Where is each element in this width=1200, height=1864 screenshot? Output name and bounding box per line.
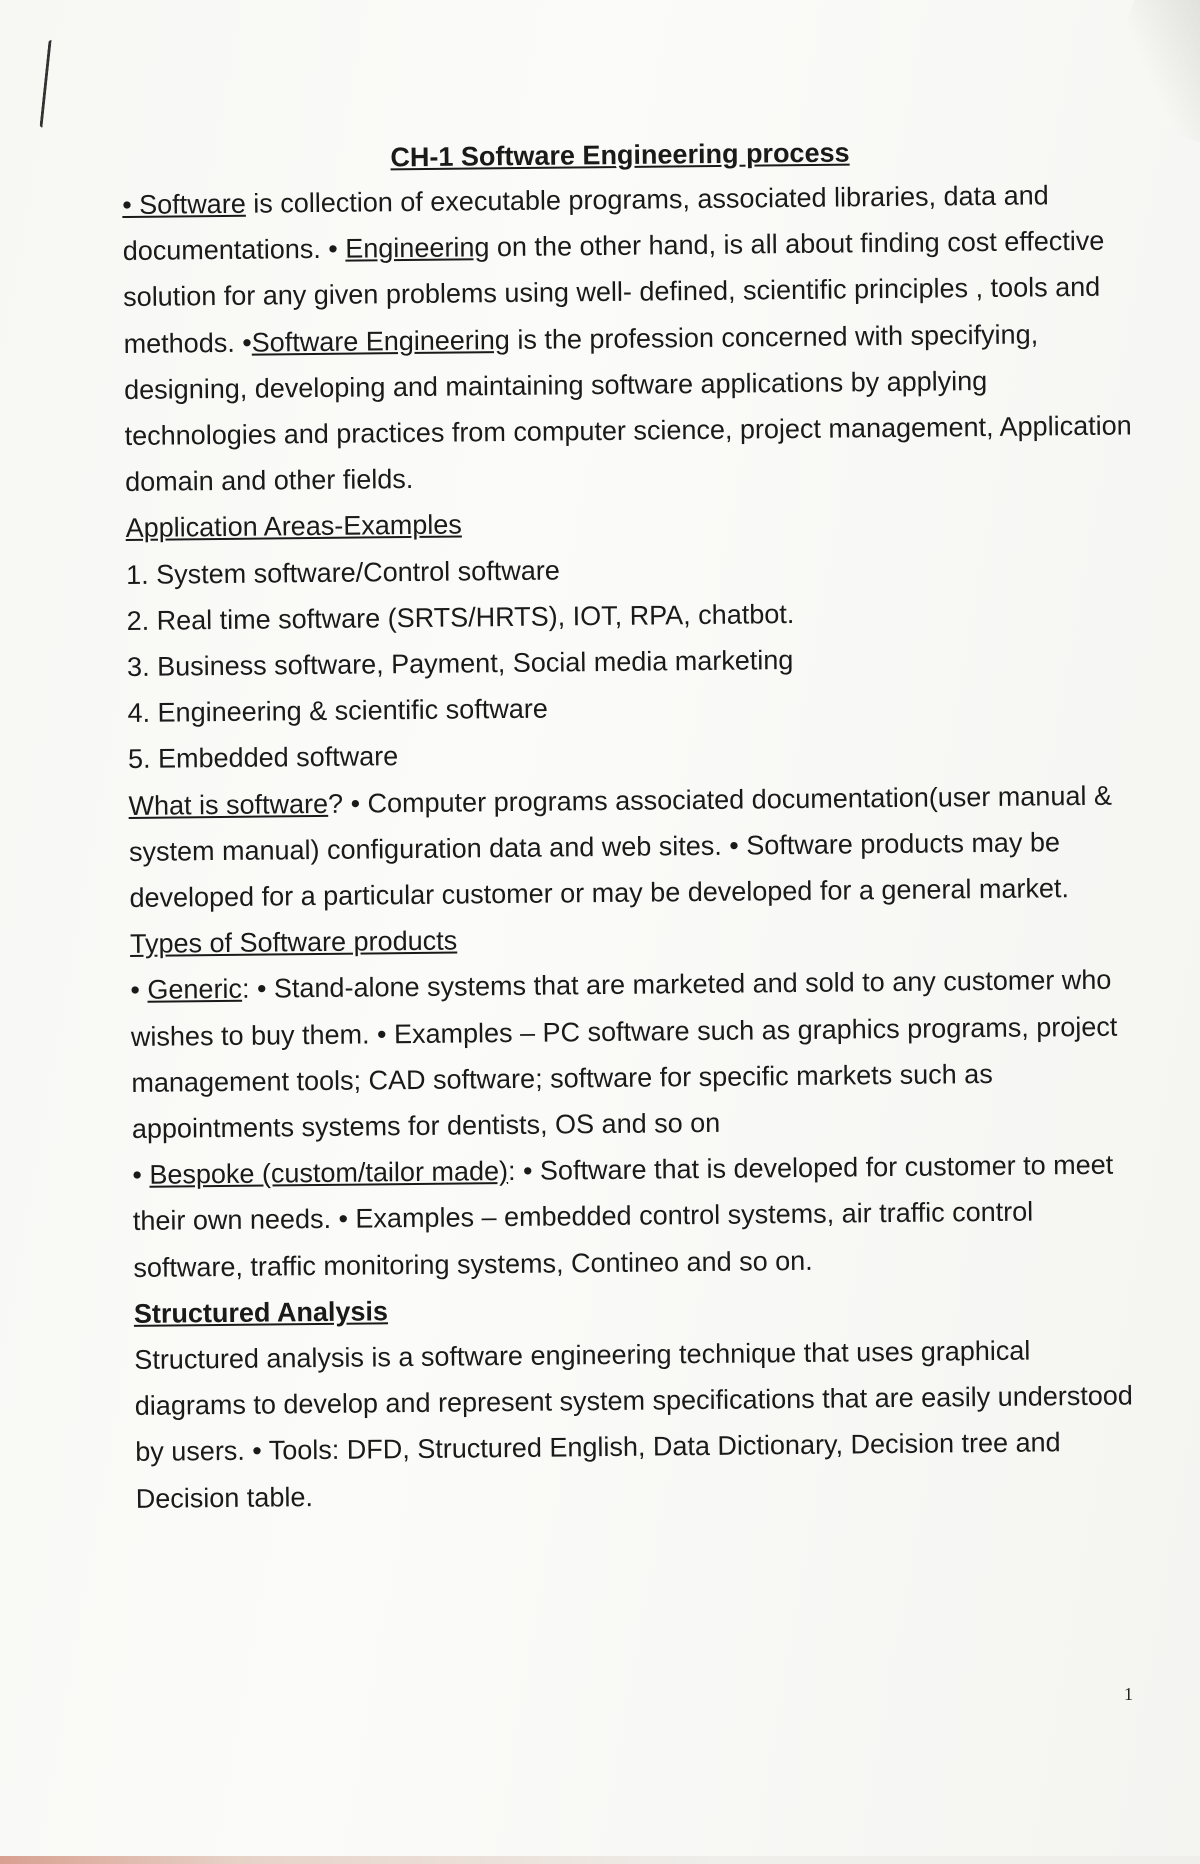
software-definition: is collection of executable programs, associated libraries, data and documentations. • — [122, 180, 1049, 267]
engineering-term: Engineering — [345, 232, 490, 264]
what-is-software-text: ? • Computer programs associated documentation(user manual & system manual) configuration data and web sites. • Software products may be developed for a particular customer or may be developed for a general market. — [128, 780, 1113, 914]
document-body — [122, 171, 1146, 1521]
what-is-software-paragraph — [128, 772, 1139, 921]
generic-bullet: • — [130, 975, 148, 1006]
page-title: CH-1 Software Engineering process — [390, 137, 850, 173]
page-number: 1 — [1124, 1684, 1133, 1704]
bespoke-term: Bespoke (custom/tailor made) — [149, 1156, 509, 1191]
pen-mark — [39, 40, 57, 128]
application-areas-list — [126, 541, 1138, 783]
list-item: 5. Embedded software — [127, 741, 399, 775]
generic-paragraph — [130, 957, 1142, 1152]
list-item: 1. System software/Control software — [125, 555, 560, 590]
types-heading: Types of Software products — [129, 925, 458, 960]
application-areas-heading: Application Areas-Examples — [125, 509, 462, 544]
list-item: 3. Business software, Payment, Social media marketing — [126, 645, 794, 683]
software-engineering-definition: is the profession concerned with specifying, designing, developing and maintaining software applications by applying technologies and practices from computer science, project management, Application domain and other fields. — [124, 319, 1132, 498]
bespoke-bullet: • — [132, 1160, 150, 1191]
intro-paragraph — [122, 171, 1135, 505]
structured-analysis-paragraph: Structured analysis is a software engineering technique that uses graphical diagrams to develop and represent system specifications that are easily understood by users. • Tools: DFD, Structured English, Data Dictionary, Decision tree and Decision table. — [134, 1335, 1133, 1514]
bespoke-text: : • Software that is developed for customer to meet their own needs. • Examples – embedded control systems, air traffic control software, traffic monitoring systems, Contineo and so on. — [132, 1149, 1114, 1283]
page-bottom-edge — [0, 1856, 1200, 1864]
page-corner-shadow — [1096, 0, 1200, 146]
software-term: • Software — [122, 188, 246, 220]
software-engineering-term: Software Engineering — [251, 324, 511, 358]
generic-text: : • Stand-alone systems that are marketed and sold to any customer who wishes to buy them. • Examples – PC software such as graphics programs, project management tools; CAD software; software for specific markets such as appointments systems for dentists, OS and so on — [130, 965, 1118, 1145]
what-is-software-heading: What is software — [128, 788, 329, 821]
list-item: 2. Real time software (SRTS/HRTS), IOT, RPA, chatbot. — [126, 598, 795, 636]
generic-term: Generic — [147, 974, 243, 1006]
bespoke-paragraph — [132, 1142, 1143, 1291]
engineering-definition: on the other hand, is all about finding cost effective solution for any given problems using well- defined, scientific principles , tools and methods. • — [123, 225, 1105, 359]
structured-analysis-heading: Structured Analysis — [133, 1296, 389, 1329]
list-item: 4. Engineering & scientific software — [127, 693, 548, 729]
